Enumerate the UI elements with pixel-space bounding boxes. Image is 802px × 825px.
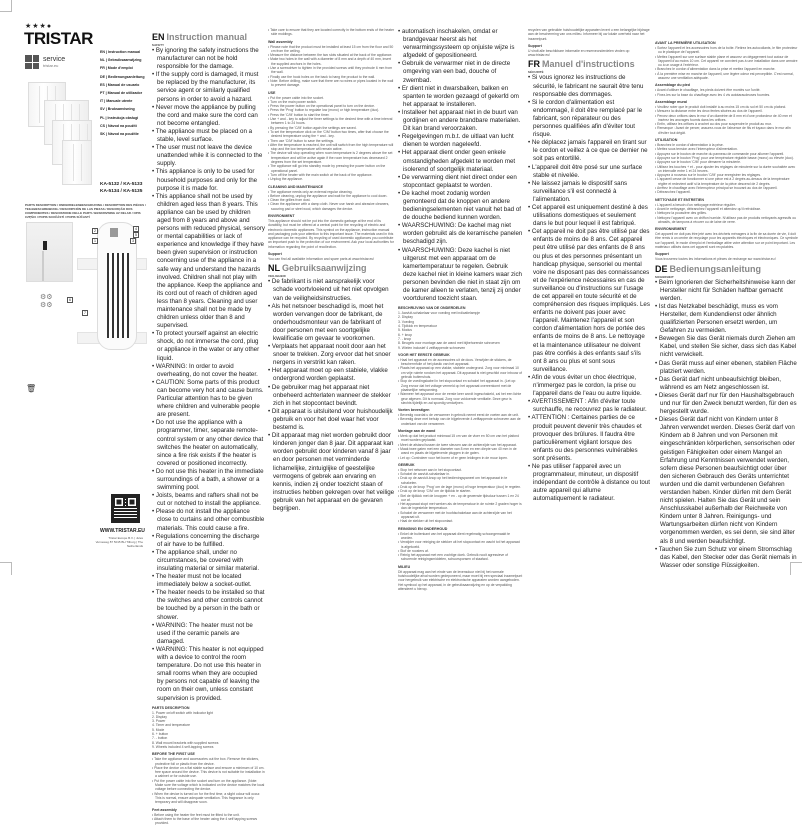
small-bullet: • Press the power button on the operational panel to turn on the device.	[268, 104, 395, 108]
bullet-item: • WAARSCHUWING: Deze kachel is niet uitgerust met een apparaat om de kamertemperatuur te regelen. Gebruik deze kachel niet in kleine kamers waar zich personen bevinden die niet in staat zijn om de kamer alleen te verlaten, tenzij zij onder voortdurend toezicht staan.	[398, 247, 523, 304]
small-bullet: • L'appareil a besoin d'un nettoyage extérieur régulier.	[655, 203, 798, 207]
small-bullet: • Verwijder voor reiniging de stekker uit het stopcontact en wacht tot het apparaat is afgekoeld.	[398, 540, 523, 549]
small-bullet: • Mettez sous tension avec l'interrupteur d'alimentation.	[655, 147, 798, 151]
bullet-item: • Beim Ignorieren der Sicherheitshinweise kann der Hersteller nicht für Schäden haftbar gemacht werden.	[655, 279, 798, 303]
language-code: DE	[655, 263, 668, 274]
small-bullet: • Mesurez la distance entre les deux fentes situées au dos de l'appareil.	[655, 109, 798, 113]
small-bullet: • Appuyez à nouveau sur le bouton 'C/M' pour enregistrer les réglages.	[655, 173, 798, 177]
bullet-item: • Als het netsnoer beschadigd is, moet het worden vervangen door de fabrikant, de onderhoudsmonteur van de fabrikant of door personen met een soortgelijke kwalificatie om gevaar te voorkomen.	[268, 303, 395, 343]
small-bullet: • Take the appliance and accessories out the box. Remove the stickers, protective foil or plastic from the device.	[152, 757, 265, 766]
section-heading: ENVIRONMENT	[268, 213, 295, 218]
bullet-item: • Regulations concerning the discharge of air have to be fulfilled.	[152, 533, 265, 549]
language-code: NL	[268, 263, 280, 274]
bullet-item: • Do not use the appliance with a programmer, timer, separate remote-control system or any other device that switches the heater on automatically, since a fire risk exists if the heater is covered or positioned incorrectly.	[152, 419, 265, 468]
section-heading: MILIEU	[398, 564, 411, 569]
small-bullet: • The appliance will go into standby mode by pressing the power button on the operational panel.	[268, 164, 395, 173]
small-bullet: • Haal de stekker uit het stopcontact.	[398, 519, 523, 523]
small-bullet: • Haal het apparaat en de accessoires uit de doos. Verwijder de stickers, de beschermfolie of het plastic van het apparaat.	[398, 358, 523, 367]
small-text: 3. Voeding	[398, 319, 415, 324]
bullet-item: • Do not use this heater in the immediate surroundings of a bath, a shower or a swimming pool.	[152, 468, 265, 492]
section-heading: GEBRUIK	[398, 462, 415, 467]
screws-icon: ⚙⚙ ⚙⚙	[40, 294, 53, 309]
tristar-logo: TRISTAR	[24, 29, 93, 48]
bullet-item: • The heater must not be located immediately below a socket-outlet.	[152, 573, 265, 589]
small-bullet: • Press the 'C/M' button to start the timer.	[268, 113, 395, 117]
section-label: SAFETY	[152, 43, 165, 47]
language-code: EN	[152, 32, 165, 42]
small-text: 6. + button	[152, 732, 169, 737]
bullet-item: • L'appareil doit être posé sur une surface stable et nivelée.	[528, 164, 650, 180]
column-en	[152, 30, 265, 825]
heater-image	[62, 140, 92, 185]
logo-stars: ★★★●	[25, 23, 53, 30]
bullet-item: • Si vous ignorez les instructions de sécurité, le fabricant ne saurait être tenu responsable des dommages.	[528, 74, 650, 98]
small-bullet: • Put the power cable into the socket.	[268, 96, 395, 100]
bullet-item: • AVERTISSEMENT : Afin d'éviter toute surchauffe, ne recouvrez pas le radiateur.	[528, 398, 650, 414]
bullet-item: • Ne déplacez jamais l'appareil en tirant sur le cordon et veillez à ce que ce dernier ne soit pas entortillé.	[528, 139, 650, 163]
small-text: 2. Display	[152, 714, 167, 719]
small-text: 6. + knop	[398, 332, 413, 337]
bullet-item: • By ignoring the safety instructions the manufacturer can not be hold responsible for the damage.	[152, 47, 265, 71]
bullet-item: • Afin de vous éviter un choc électrique, n'immergez pas le cordon, la prise ou l'appareil dans de l'eau ou autre liquide.	[528, 374, 650, 398]
column-en-nl	[268, 28, 395, 513]
small-bullet: • Nettoyez la poussière des grilles.	[655, 211, 798, 215]
bullet-item: • WARNING: In order to avoid overheating, do not cover the heater.	[152, 363, 265, 379]
bullet-item: • The appliance must be placed on a stable, level surface.	[152, 128, 265, 144]
manual-title: Bedienungsanleitung	[669, 263, 762, 274]
small-bullet: • Schakel de aan/uit-schakelaar in.	[398, 472, 523, 476]
small-bullet: • When the device is turned on for the first time, a slight odour will occur. This is normal, ensure adequate ventilation. This fragrance is only temporary and will disappear soon.	[152, 792, 265, 805]
bullet-item: • Installeer het apparaat niet in de buurt van gordijnen en andere brandbare materialen. Dit kan brand veroorzaken.	[398, 109, 523, 133]
small-text: Cet appareil ne doit pas être jeté avec les déchets ménagers à la fin de sa durée de vie, il doit être remis à un centre de recyclage pour les appareils électriques et électroniques. Ce symbole sur l'appareil, le mode d'emploi et l'emballage attire votre attention sur ce point important. Les matériaux utilisés dans cet appareil sont recyclables.	[655, 232, 798, 249]
qr-code	[111, 494, 140, 523]
language-item: NL | Gebruiksaanwijzing	[100, 58, 142, 63]
small-bullet: • Veuillez noter que le produit doit installé à au moins 15 cm du sol et 50 cm du plafond.	[655, 105, 798, 109]
small-text: 5. Modus	[398, 328, 412, 333]
bullet-item: • Cet appareil est uniquement destiné à des utilisations domestiques et seulement dans le but pour lequel il est fabriqué.	[528, 204, 650, 228]
small-bullet: • By pressing the 'C/M' button again the settings are saved.	[268, 126, 395, 130]
crop-mark	[0, 0, 12, 12]
bullet-item: • Das Gerät muss auf einer ebenen, stabilen Fläche platziert werden.	[655, 360, 798, 376]
language-heading	[655, 264, 798, 274]
bullet-item: • Cet appareil ne doit pas être utilisé par des enfants de moins de 8 ans. Cet appareil peut être utilisé par des enfants de 8 ans ou plus et des personnes présentant un handicap physique, sensoriel ou mental voire ne disposant pas des connaissances et de l'expérience nécessaires en cas de surveillance ou d'instructions sur l'usage de cet appareil en toute sécurité et de compréhension des risques impliqués. Les enfants ne doivent pas jouer avec l'appareil. Maintenez l'appareil et son cordon d'alimentation hors de portée des enfants de moins de 8 ans. Le nettoyage et la maintenance utilisateur ne doivent pas être confiés à des enfants sauf s'ils ont 8 ans ou plus et sont sous surveillance.	[528, 228, 650, 374]
small-bullet: • Branchez le cordon d'alimentation à la prise.	[655, 143, 798, 147]
bullet-item: • Joists, beams and rafters shall not be cut or notched to install the appliance.	[152, 492, 265, 508]
language-item: IT | Manuale utente	[100, 99, 133, 104]
small-bullet: • The device will stop operating when room temperature is 2 degrees above the set temperature and will be active again if the room temperature has decreased 2 degrees from the set temperature.	[268, 151, 395, 164]
small-bullet: • Débranchez l'appareil.	[655, 190, 798, 194]
bullet-item: • Het apparaat dient onder geen enkele omstandigheden afgedekt te worden met isolerend of soortgelijk materiaal.	[398, 149, 523, 173]
small-bullet: • Press the 'Prog' button to regulate low (mono) or high temperature (duo).	[268, 108, 395, 112]
small-bullet: • Before using the heater the feet must be fitted to the unit.	[152, 813, 265, 817]
bullet-item: • De kachel moet zodanig worden gemonteerd dat de knoppen en andere bedieningselementen niet vanuit het bad of de douche bediend kunnen worden.	[398, 190, 523, 222]
small-text: 8. Beugels voor montage aan de wand met bijbehorende schroeven	[398, 341, 500, 346]
small-bullet: • Schakel de verwarmer met de hoofdschakelaar aan de achterzijde van het apparaat uit.	[398, 511, 523, 520]
bullet-item: • If the supply cord is damaged, it must be replaced by the manufacturer, its service agent or similarly qualified persons in order to avoid a hazard.	[152, 71, 265, 103]
section-label: SÉCURITÉ	[528, 70, 544, 75]
small-text: 7. - knop	[398, 336, 412, 341]
small-text: 1. Aan/uit-schakelaar voor voeding met indicatielampje	[398, 311, 480, 316]
service-label: service	[43, 56, 66, 63]
parts-caption: PARTS DESCRIPTION / ONDERDELENBESCHRIJVING / DESCRIPTION DES PIÈCES / TEILEBESCHREIBUNG / DESCRIPCIÓN DE LAS PIEZAS / DESCRIÇÃO DOS COMPONENTES / DESCRIZIONE DELLE PARTI / BESKRIVNING AV DELAR / OPIS CZĘŚCI / POPIS SOUČÁSTÍ / POPIS SÚČASTÍ	[25, 203, 146, 219]
bullet-item: • De fabrikant is niet aansprakelijk voor schade voortvloeiend uit het niet opvolgen van de veiligheidsinstructies.	[268, 278, 395, 302]
small-bullet: • Attach them to the base of the heater using the 4 self tapping screws provided.	[152, 817, 265, 825]
small-bullet: • The appliance needs only an external regular cleaning.	[268, 190, 395, 194]
bullet-item: • This appliance is only to be used for household purposes and only for the purpose it is made for.	[152, 168, 265, 192]
section-heading: Feet assembly	[152, 807, 177, 812]
bullet-item: • automatisch inschakelen, omdat er brandgevaar heerst als het verwarmingssysteem op onjuiste wijze is afgedekt of gepositioneerd.	[398, 28, 523, 60]
section-heading: Montage aan de wand	[398, 429, 436, 434]
small-text: 7. - button	[152, 736, 168, 741]
manual-title: Gebruiksaanwijzing	[282, 263, 367, 274]
weee-bin-icon: 🗑	[26, 384, 37, 393]
section-heading: Assemblage du pied	[655, 83, 690, 88]
small-bullet: • Reinig het apparaat met een vochtige doek. Gebruik nooit agressieve of schurende reinigingsmiddelen, schuursponsen of staalwol.	[398, 553, 523, 562]
small-bullet: • Stop de voedingskabel in het stopcontact en schakel het apparaat in. (Let op: Zorg ervoor dat het voltage vermeld op het apparaat overeenkomt met de plaatselijke netspanning.	[398, 379, 523, 392]
small-bullet: • Use + and - key to adjust the timer settings to the desired time with a time interval between 1 to 24 hours.	[268, 117, 395, 126]
language-item: DE | Bedienungsanleitung	[100, 74, 145, 79]
language-item: FR | Mode d'emploi	[100, 66, 133, 71]
section-heading: Support	[268, 252, 282, 257]
manual-title: Instruction manual	[166, 32, 248, 42]
column-nl-fr	[528, 28, 650, 503]
language-item: ES | Manual de usuario	[100, 82, 140, 87]
small-bullet: • Stof de roosters af.	[398, 549, 523, 553]
language-item: EN | Instruction manual	[100, 50, 141, 54]
bullet-item: • Verplaats het apparaat nooit door aan het snoer te trekken. Zorg ervoor dat het snoer nergens in verstrikt kan raken.	[268, 343, 395, 367]
small-bullet: • Meet de afstand tussen de twee sleuven aan de achterzijde van het apparaat.	[398, 443, 523, 447]
bullet-item: • Ist das Netzkabel beschädigt, muss es vom Hersteller, dem Kundendienst oder ähnlich qualifizierten Personen ersetzt werden, um Gefahren zu vermeiden.	[655, 303, 798, 335]
small-bullet: • Percez deux orifices dans le mur d'un diamètre de 8 mm et d'une profondeur de 40 mm et insérez les ancrages fournis dans les orifices.	[655, 114, 798, 123]
language-heading	[528, 59, 650, 69]
bullet-item: • Dit apparaat mag niet worden gebruikt door kinderen jonger dan 8 jaar. Dit apparaat kan worden gebruikt door kinderen vanaf 8 jaar en door personen met verminderde lichamelijke, zintuiglijke of geestelijke vermogens of gebrek aan ervaring en kennis, indien zij onder toezicht staan of instructies hebben gekregen over het veilige gebruik van het apparaat en de gevaren begrijpen.	[268, 432, 395, 513]
small-bullet: • Enfin, utilisez les orifices à crochet au dos pour suspendre le produit au mur.	[655, 122, 798, 126]
callout-label: 4	[135, 227, 137, 231]
language-item: PL | Instrukcja obsługi	[100, 115, 139, 120]
column-nl	[398, 28, 523, 591]
callout-label: 5	[135, 233, 137, 237]
section-heading: Support	[655, 252, 669, 257]
bullet-item: • The user must not leave the device unattended while it is connected to the supply.	[152, 144, 265, 168]
small-text: recyclen van gebruikte huishoudelijke apparaten levert u een belangrijke bijdrage aan de bescherming van ons milieu. Informeer bij uw lokale overheid naar het inzamelpunt.	[528, 28, 650, 41]
section-label: VEILIGHEID	[268, 274, 286, 279]
small-bullet: • Turn on the main power switch.	[268, 100, 395, 104]
small-bullet: • Appuyez sur le bouton 'Prog' pour une température réglable basse (mono) ou élevée (duo).	[655, 156, 798, 160]
small-bullet: • Before cleaning, unplug the appliance and wait for the appliance to cool down.	[268, 194, 395, 198]
bullet-item: • Gebruik de verwarmer niet in de directe omgeving van een bad, douche of zwembad.	[398, 60, 523, 84]
callout-label: 7	[84, 311, 86, 315]
section-heading: VOOR HET EERSTE GEBRUIK	[398, 352, 450, 357]
small-bullet: • Finally use the hook holes on the back to hang the product to the wall.	[268, 75, 395, 79]
model-line: KA-5132 / KA-5133	[100, 182, 143, 187]
small-bullet: • Appuyez sur le bouton 'C/M' pour démarrer la minuterie.	[655, 160, 798, 164]
small-bullet: • Turn off the heater with the main switch at the back of the appliance.	[268, 173, 395, 177]
small-bullet: • Put the power cable into the socket and turn on the appliance. (Note: Make sure the voltage which is indicated on the device matches the local voltage before connecting the device.	[152, 779, 265, 792]
bullet-item: • Ne pas utiliser l'appareil avec un programmateur, minuteur, un dispositif indépendant de contrôle à distance ou tout autre appareil qui allume automatiquement le radiateur.	[528, 463, 650, 503]
bullet-item: • Dieses Gerät darf nicht von Kindern unter 8 Jahren verwendet werden. Dieses Gerät darf von Kindern ab 8 Jahren und von Personen mit eingeschränkten körperlichen, sensorischen oder geistigen Fähigkeiten oder einem Mangel an Erfahrung und Kenntnissen verwendet werden, sofern diese Personen beaufsichtigt oder über den sicheren Gebrauch des Geräts unterrichtet wurden und die damit verbundenen Gefahren verstanden haben. Kinder dürfen mit dem Gerät nicht spielen. Halten Sie das Gerät und sein Anschlusskabel außerhalb der Reichweite von Kindern unter 8 Jahren. Reinigungs- und Wartungsarbeiten dürfen nicht von Kindern vorgenommen werden, es sei denn, sie sind älter als 8 und werden beaufsichtigt.	[655, 416, 798, 546]
bullet-item: • Si le cordon d'alimentation est endommagé, il doit être remplacé par le fabricant, son réparateur ou des personnes qualifiées afin d'éviter tout risque.	[528, 99, 650, 139]
switch-photo	[26, 222, 73, 282]
small-bullet: • Het apparaat stopt met werken als de temperatuur in de ruimte 2 graden hoger is dan de ingestelde temperatuur.	[398, 502, 523, 511]
small-bullet: • Merk op dat het product minimaal 15 cm van de vloer en 50 cm van het plafond moet worden geplaatst.	[398, 434, 523, 443]
section-heading: AVANT LA PREMIÈRE UTILISATION	[655, 41, 716, 45]
small-text: 2. Display	[398, 315, 413, 320]
small-bullet: • Druk op de knop 'C/M' om de tijdklok te starten.	[398, 489, 523, 493]
section-heading: Wall assembly	[268, 39, 293, 44]
small-bullet: • Maak twee gaten met een diameter van 8 mm en een diepte van 40 mm in de wand en plaats de bijgeleverde pluggen in de gaten.	[398, 447, 523, 456]
small-bullet: • After the temperature is reached, the unit will switch from the high temperature will stop and the low temperature will remain active.	[268, 143, 395, 152]
small-bullet: • Please note that the product must be installed at least 15 cm from the floor and 50 cm from the ceiling.	[268, 45, 395, 54]
model-line: KA-5134 / KA-5135	[100, 189, 143, 194]
section-heading: BESCHRIJVING VAN DE ONDERDELEN	[398, 306, 466, 311]
small-text: 4. Tijdklok en temperatuur	[398, 324, 438, 329]
small-bullet: • Bevestig deze met behulp van de bijgeleverde 4 zelftappende schroeven aan de onderkant van de verwarmer.	[398, 417, 523, 426]
callout-label: 2	[94, 229, 96, 233]
small-text: 9. Wheels included 4 self-tapping screws	[152, 744, 214, 749]
bullet-item: • To protect yourself against an electric shock, do not immerse the cord, plug or appliance in the water or any other liquid.	[152, 330, 265, 362]
small-bullet: • To set the temperature click on the 'C/M' button two times, after that choose the desired temperature using the + and - key.	[268, 130, 395, 139]
small-bullet: • À la première mise en marche de l'appareil, une légère odeur est perceptible. C'est normal, assurez une ventilation adéquate.	[655, 72, 798, 81]
language-item: PT | Manual de utilizador	[100, 90, 143, 95]
small-bullet: • Fixez-les sur la base du chauffage avec les 4 vis autotaraudeuses fournies.	[655, 93, 798, 97]
bullet-item: • Het apparaat moet op een stabiele, vlakke ondergrond worden geplaatst.	[268, 367, 395, 383]
bullet-item: • Bewegen Sie das Gerät niemals durch Ziehen am Kabel, und stellen Sie sicher, dass sich das Kabel nicht verwickelt.	[655, 335, 798, 359]
small-bullet: • Utilisez les touches + et - pour ajuster les réglages de minuterie sur la durée souhaitée avec un intervalle entre 1 et 24 heures.	[655, 165, 798, 174]
bullet-item: • Das Gerät darf nicht unbeaufsichtigt bleiben, während es am Netz angeschlossen ist.	[655, 376, 798, 392]
callout-label: 6	[69, 298, 71, 302]
small-bullet: • Plaats het apparaat op een vlakke, stabiele ondergrond. Zorg voor minimaal 10 cm vrije ruimte rondom het apparaat. Dit apparaat is niet geschikt voor inbouw of gebruik buitenshuis.	[398, 366, 523, 379]
language-list	[100, 50, 148, 140]
callout-label: 3	[132, 239, 134, 243]
bullet-item: • Please do not install the appliance close to curtains and other combustible materials. This could cause a fire.	[152, 508, 265, 532]
small-text: U vindt alle beschikbare informatie en reserveonderdelen vinden op www.tristar.eu!	[528, 48, 630, 58]
small-bullet: • Nettoyez l'appareil avec un chiffon humide. N'utilisez pas de produits nettoyants agressifs ou abrasifs, de tampons à récurer ou de laine de verre.	[655, 216, 798, 225]
company-address: Tristar Europe B.V. | Jules Verneweg 87 5015 BH Tilburg | The Netherlands	[95, 536, 143, 548]
small-bullet: • Arrêtez le chauffage avec l'interrupteur principal se trouvant au dos de l'appareil.	[655, 186, 798, 190]
section-label: SICHERHEIT	[655, 274, 674, 279]
crop-mark	[0, 562, 12, 575]
section-heading: Support	[528, 43, 542, 48]
small-bullet: • Stop het netsnoer aan in het stopcontact.	[398, 468, 523, 472]
small-bullet: • Stel de tijdklok met de knoppen + en - op de gewenste tijdsduur tussen 1 en 24 uur af.	[398, 494, 523, 503]
bullet-item: • De gebruiker mag het apparaat niet onbeheerd achterlaten wanneer de stekker zich in het stopcontact bevindt.	[268, 384, 395, 408]
service-badge	[25, 55, 65, 69]
bullet-item: • Dit apparaat is uitsluitend voor huishoudelijk gebruik en voor het doel waar het voor bestemd is.	[268, 408, 395, 432]
small-text: 9. Wielen inclusief 4 zelftappende schroeven	[398, 345, 466, 350]
language-item: SK | Návod na použitie	[100, 131, 139, 136]
small-text: 3. Power	[152, 719, 166, 724]
bullet-item: • Tauchen Sie zum Schutz vor einem Stromschlag das Kabel, den Stecker oder das Gerät niemals in Wasser oder sonstige Flüssigkeiten.	[655, 546, 798, 570]
small-bullet: • Remarque : Avant de percer, assurez-vous de l'absence de fils et tuyaux dans le mur afin d'éviter tout dégât.	[655, 126, 798, 135]
small-bullet: • Bevestig voordat u de verwarmer in gebruik neemt eerst de voeten aan de unit.	[398, 413, 523, 417]
bullet-item: • Regelgevingen m.b.t. de uitlaat van lucht dienen te worden nageleefd.	[398, 133, 523, 149]
small-bullet: • Clean the grilles from dust.	[268, 198, 395, 202]
small-bullet: • Take care to ensure that they are located correctly in the bottom ends of the heater side moldings.	[268, 28, 395, 37]
bullet-item: • Never move the appliance by pulling the cord and make sure the cord can not become entangled.	[152, 104, 265, 128]
bullet-item: • WAARSCHUWING: De kachel mag niet worden gebruikt als de keramische panelen beschadigd zijn.	[398, 222, 523, 246]
section-heading: Voeten bevestigen	[398, 408, 430, 413]
manual-title: Manuel d'instructions	[542, 59, 635, 70]
small-bullet: • Unplug the appliance.	[268, 177, 395, 181]
section-heading: REINIGING EN ONDERHOUD	[398, 526, 448, 531]
bullet-item: • Ne laissez jamais le dispositif sans surveillance s'il est connecté à l'alimentation.	[528, 180, 650, 204]
bullet-item: • The heater needs to be installed so that the switches and other controls cannot be touched by a person in the bath or shower.	[152, 589, 265, 621]
callout-label: 1	[94, 239, 96, 243]
small-bullet: • Druk op de aan/uit-knop op het bedieningspaneel om het apparaat in te schakelen.	[398, 476, 523, 485]
small-bullet: • Appuyez sur le bouton de marche du panneau de commande pour allumer l'appareil.	[655, 152, 798, 156]
language-item: CS | Návod na použití	[100, 123, 137, 128]
section-heading: ENVIRONNEMENT	[655, 227, 687, 232]
small-text: 5. Mode	[152, 727, 165, 732]
small-text: 1. Power on/off switch with indicator light	[152, 710, 213, 715]
small-bullet: • Measure the distance between the two slots situated at the back of the appliance.	[268, 53, 395, 57]
small-bullet: • Then use 'C/M' button to save the settings.	[268, 139, 395, 143]
small-bullet: • Branchez le cordon d'alimentation dans la prise et mettez l'appareil en marche.	[655, 67, 798, 71]
small-bullet: • Sortez l'appareil et les accessoires hors de la boîte. Retirez les autocollants, le film protecteur ou le plastique de l'appareil.	[655, 46, 798, 55]
small-text: Dit apparaat mag aan het einde van de levensduur niet bij het normale huishoudelijke afval worden gedeponeerd, maar moet bij een speciaal inzamelpunt voor hergebruik van elektrische en elektronische apparaten worden aangeboden. Het symbool op het apparaat, in de gebruiksaanwijzing en op de verpakking attendeert u hierop.	[398, 569, 523, 591]
section-heading: USE	[268, 90, 276, 95]
small-bullet: • Mettez l'appareil sur une surface stable plane et assurez un dégagement tout autour de l'appareil d'au moins 10 cm. Cet appareil ne convient pas à une installation dans une armoire ou à un usage à l'extérieur.	[655, 55, 798, 68]
bullet-item: • Er dient niet in dwarsbalken, balken en spanten te worden gezaagd of gekerfd om het apparaat te installeren.	[398, 85, 523, 109]
small-bullet: • Avant le nettoyage, débranchez l'appareil et attendez qu'il refroidisse.	[655, 207, 798, 211]
small-bullet: • L'appareil cesse de fonctionner si une pièce est à 2 degrés au-dessus de la température réglée et redevient actif si la température de la pièce descend de 2 degrés.	[655, 177, 798, 186]
small-text: 8. Wall mount brackets with supplied screws	[152, 740, 219, 745]
language-heading	[152, 32, 265, 42]
small-bullet: • Let op: Controleer voor het boren of er geen leidingen in de muur lopen.	[398, 456, 523, 460]
section-heading: BEFORE THE FIRST USE	[152, 752, 195, 757]
language-heading	[268, 263, 395, 273]
small-text: This appliance should not be put into the domestic garbage at the end of its durability, but must be offered at a central point for the recycling of electric and electronic domestic appliances. This symbol on the appliance, instruction manual and packaging puts your attention to this important issue. The materials used in this appliance can be recycled. By recycling of used domestic appliances you contribute an important push to the protection of our environment. Ask your local authorities for information regarding the point of recollection.	[268, 218, 394, 249]
section-heading: UTILISATION	[655, 138, 678, 143]
bullet-item: • This appliance shall not be used by children aged less than 8 years. This appliance can be used by children aged from 8 years and above and persons with reduced physical, sensory or mental capabilities or lack of experience and knowledge if they have been given supervision or instruction concerning use of the appliance in a safe way and understand the hazards involved. Children shall not play with the appliance. Keep the appliance and its cord out of reach of children aged less than 8 years. Cleaning and user maintenance shall not be made by children unless older than 8 and supervised.	[152, 193, 265, 331]
service-grid-icon	[25, 55, 39, 69]
section-heading: CLEANING AND MAINTENANCE	[268, 184, 323, 189]
small-bullet: • Make two holes in the wall with a diameter of 8 mm and a depth of 40 mm, insert the supplied anchors in the holes.	[268, 57, 395, 66]
small-bullet: • Note: Before drilling, make sure that there are no wires or pipes located in the wall to prevent damage.	[268, 79, 395, 88]
section-heading: Assemblage mural	[655, 99, 687, 104]
small-bullet: • Enkel de buitenkant van het apparaat dient regelmatig schoongemaakt te worden.	[398, 532, 523, 541]
bullet-item: • WARNING: This heater is not equipped with a device to control the room temperature. Do not use this heater in small rooms when they are occupied by persons not capable of leaving the room on their own, unless constant supervision is provided.	[152, 646, 265, 703]
small-text: You can find all available information and spare parts at www.tristar.eu!	[268, 257, 375, 262]
small-bullet: • Druk op de knop 'Prog' om de lage (mono) of hoge temperatuur (duo) te regelen.	[398, 485, 523, 489]
bullet-item: • WARNING: The heater must not be used if the ceramic panels are damaged.	[152, 622, 265, 646]
section-heading: PARTS DESCRIPTION	[152, 705, 190, 710]
model-numbers	[100, 181, 142, 195]
bullet-item: • Dieses Gerät darf nur für den Haushaltsgebrauch und nur für den Zweck benutzt werden, für den es hergestellt wurde.	[655, 392, 798, 416]
small-text: Vous trouverez toutes les informations et pièces de rechange sur www.tristar.eu !	[655, 257, 777, 262]
language-code: FR	[528, 59, 540, 70]
service-url: tristar.eu	[43, 63, 59, 68]
website-link[interactable]: WWW.TRISTAR.EU	[100, 528, 145, 534]
bullet-item: • ATTENTION : Certaines parties de ce produit peuvent devenir très chaudes et provoquer des brûlures. Il faudra être particulièrement vigilant lorsque des enfants ou des personnes vulnérables sont présents.	[528, 414, 650, 463]
small-bullet: • Place the device on a flat stable surface and ensure a minimum of 10 cm. free space around the device. This device is not suitable for installation in a cabinet or for outside use.	[152, 766, 265, 779]
bullet-item: • De verwarming dient niet direct onder een stopcontact geplaatst te worden.	[398, 174, 523, 190]
language-item: SV | Bruksanvisning	[100, 107, 135, 112]
column-fr-de	[655, 38, 798, 570]
bullet-item: • CAUTION: Some parts of this product can become very hot and cause burns. Particular attention has to be given where children and vulnerable people are present.	[152, 379, 265, 419]
small-bullet: • Avant d'utiliser le chauffage, les pieds doivent être montés sur l'unité.	[655, 88, 798, 92]
small-bullet: • Clean the appliance with a damp cloth. Never use harsh and abrasive cleaners, scouring pad or steel wool, which damages the device.	[268, 202, 395, 211]
section-heading: NETTOYAGE ET ENTRETIEN	[655, 197, 704, 202]
small-text: 4. Timer and temperature	[152, 723, 191, 728]
small-bullet: • Wanneer het apparaat voor de eerste keer wordt ingeschakeld, zal het een lichte geur afgeven. Dit is normaal. Zorg voor voldoende ventilatie. Deze geur is slechts tijdelijk en zal spoedig verdwijnen.	[398, 392, 523, 405]
bullet-item: • The appliance shall, under no circumstances, be covered with insulating material or similar material.	[152, 549, 265, 573]
small-bullet: • Use a screwdriver to tighten in the provided screws until they protrude 6 mm from the wall.	[268, 66, 395, 75]
